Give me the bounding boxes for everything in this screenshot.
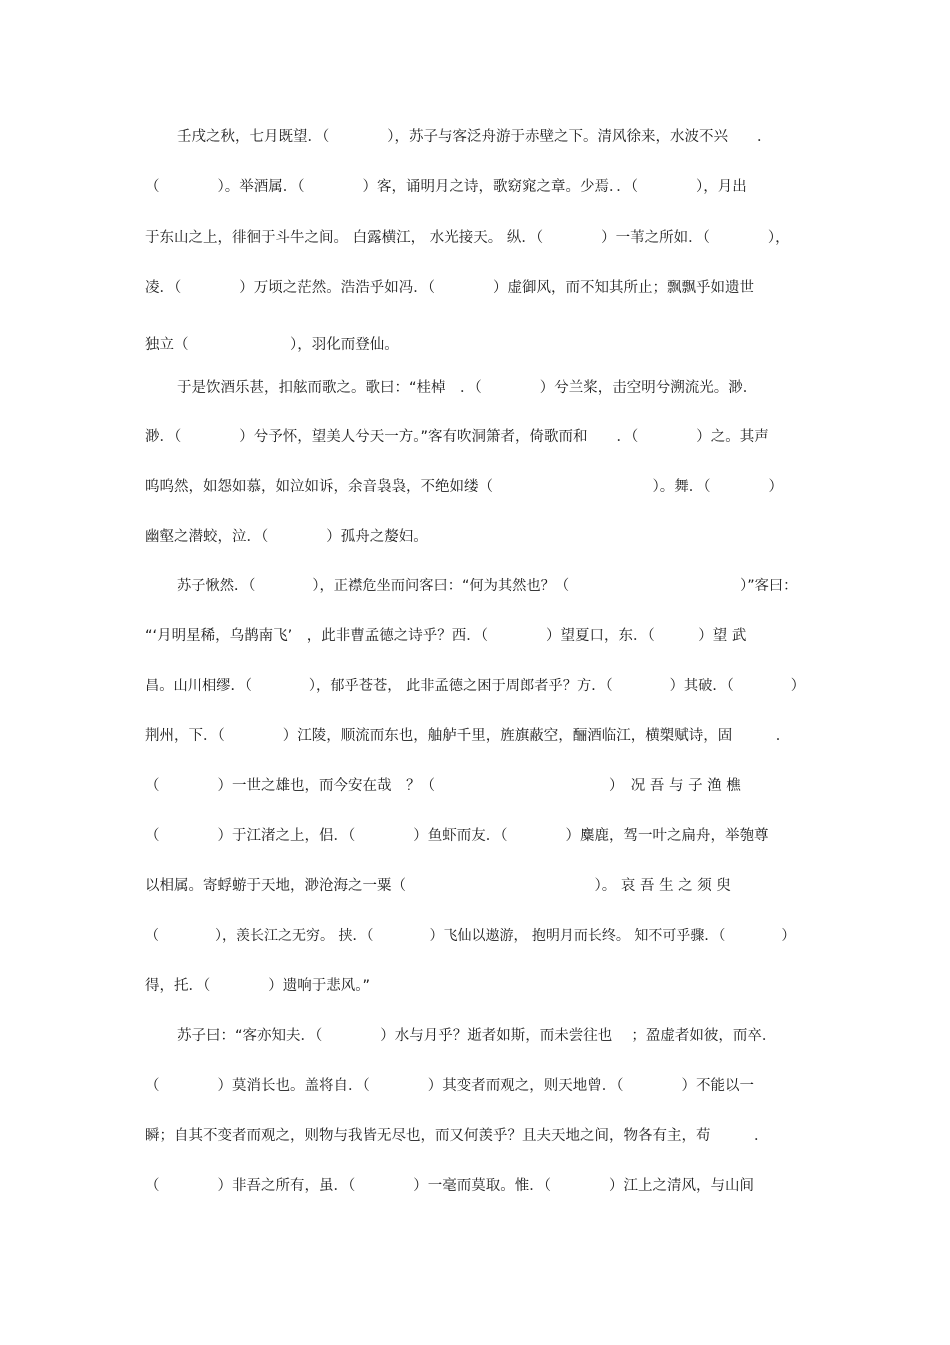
text-line: 苏子曰：“客亦知夫．（ ）水与月乎？逝者如斯，而未尝往也 ；盈虚者如彼，而卒． [177, 1028, 777, 1044]
text-line: “‘月明星稀，乌鹊南飞’ ，此非曹孟德之诗乎？西．（ ）望夏口，东．（ ）望 武 [145, 628, 747, 644]
text-line: 独立（ ），羽化而登仙。 [145, 337, 399, 353]
text-line: （ ）非吾之所有，虽．（ ）一毫而莫取。惟．（ ）江上之清风，与山间 [145, 1178, 754, 1194]
text-line: （ ）。举酒属．（ ）客，诵明月之诗，歌窈窕之章。少焉．．（ ），月出 [145, 179, 747, 195]
text-line: 得，托．（ ）遗响于悲风。” [145, 978, 371, 994]
text-line: 渺．（ ）兮予怀，望美人兮天一方。”客有吹洞箫者，倚歌而和 ．（ ）之。其声 [145, 429, 769, 445]
text-line: 于东山之上，徘徊于斗牛之间。 白露横江， 水光接天。 纵．（ ）一苇之所如．（ ）， [145, 230, 790, 246]
text-line: 凌．（ ）万顷之茫然。浩浩乎如冯．（ ）虚御风，而不知其所止；飘飘乎如遗世 [145, 280, 754, 296]
text-line: 瞬；自其不变者而观之，则物与我皆无尽也，而又何羡乎？且夫天地之间，物各有主，苟 ． [145, 1128, 769, 1144]
text-line: 以相属。寄蜉蝣于天地，渺沧海之一粟（ ）。 哀 吾 生 之 须 臾 [145, 878, 731, 894]
text-line: 幽壑之潜蛟，泣．（ ）孤舟之嫠妇。 [145, 529, 428, 545]
text-line: （ ）于江渚之上，侣．（ ）鱼虾而友．（ ）麋鹿，驾一叶之扁舟，举匏尊 [145, 828, 769, 844]
text-line: 荆州，下．（ ）江陵，顺流而东也，舳舻千里，旌旗蔽空，酾酒临江，横槊赋诗，固 ． [145, 728, 791, 744]
text-line: 壬戌之秋，七月既望．（ ），苏子与客泛舟游于赤壁之下。清风徐来，水波不兴 ． [177, 129, 772, 145]
text-line: （ ），羡长江之无穷。 挟．（ ）飞仙以遨游， 抱明月而长终。 知不可乎骤．（ ） [145, 928, 796, 944]
text-line: 苏子愀然．（ ），正襟危坐而问客曰：“何为其然也？（ ）”客曰： [177, 578, 798, 594]
text-line: （ ）莫消长也。盖将自．（ ）其变者而观之，则天地曾．（ ）不能以一 [145, 1078, 754, 1094]
text-line: 呜呜然，如怨如慕，如泣如诉，余音袅袅，不绝如缕（ ）。舞．（ ） [145, 479, 783, 495]
text-line: 于是饮酒乐甚，扣舷而歌之。歌曰：“桂棹 ．（ ）兮兰桨，击空明兮溯流光。渺． [177, 380, 758, 396]
text-line: 昌。山川相缪．（ ），郁乎苍苍， 此非孟德之困于周郎者乎？方．（ ）其破．（ ） [145, 678, 806, 694]
text-line: （ ）一世之雄也，而今安在哉 ？（ ） 况 吾 与 子 渔 樵 [145, 778, 741, 794]
